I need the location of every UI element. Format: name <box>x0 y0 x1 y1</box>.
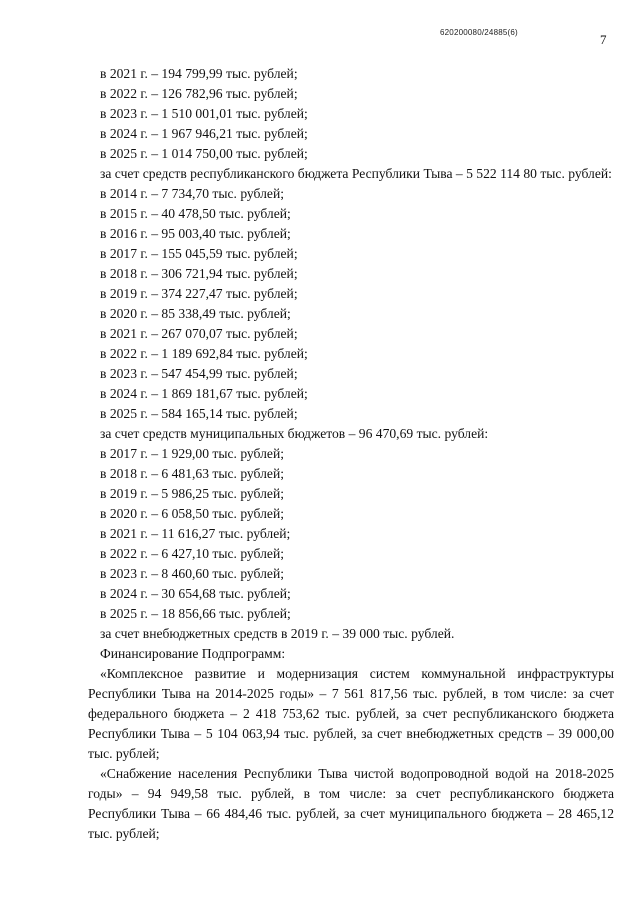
republic-year-2024: в 2024 г. – 1 869 181,67 тыс. рублей; <box>100 386 308 401</box>
financing-heading: Финансирование Подпрограмм: <box>100 646 286 661</box>
republic-year-2014: в 2014 г. – 7 734,70 тыс. рублей; <box>100 186 284 201</box>
municipal-year-2025: в 2025 г. – 18 856,66 тыс. рублей; <box>100 606 291 621</box>
municipal-year-2021: в 2021 г. – 11 616,27 тыс. рублей; <box>100 526 291 541</box>
republic-year-2015: в 2015 г. – 40 478,50 тыс. рублей; <box>100 206 291 221</box>
federal-year-2025: в 2025 г. – 1 014 750,00 тыс. рублей; <box>100 146 308 161</box>
republic-year-2022: в 2022 г. – 1 189 692,84 тыс. рублей; <box>100 346 308 361</box>
subprogram-2-paragraph: «Снабжение населения Республики Тыва чистой водопроводной водой на 2018-2025 годы» – 94 949,58 тыс. рублей, в том числе: за счет республиканского бюджета Республики Тыва – 66 484,46 тыс. рублей, за счет муниципального бюджета – 28 465,12 тыс. рублей; <box>88 766 614 841</box>
republic-year-2019: в 2019 г. – 374 227,47 тыс. рублей; <box>100 286 298 301</box>
subprogram-1-paragraph: «Комплексное развитие и модернизация систем коммунальной инфраструктуры Республики Тыва на 2014-2025 годы» – 7 561 817,56 тыс. рублей, в том числе: за счет федерального бюджета – 2 418 753,62 тыс. рублей, за счет республиканского бюджета Республики Тыва – 5 104 063,94 тыс. рублей, за счет внебюджетных средств – 39 000,00 тыс. рублей; <box>88 666 614 761</box>
republic-year-2025: в 2025 г. – 584 165,14 тыс. рублей; <box>100 406 298 421</box>
federal-year-2024: в 2024 г. – 1 967 946,21 тыс. рублей; <box>100 126 308 141</box>
republic-year-2020: в 2020 г. – 85 338,49 тыс. рублей; <box>100 306 291 321</box>
document-id: 620200080/24885(6) <box>440 28 518 37</box>
municipal-year-2017: в 2017 г. – 1 929,00 тыс. рублей; <box>100 446 284 461</box>
municipal-year-2020: в 2020 г. – 6 058,50 тыс. рублей; <box>100 506 284 521</box>
municipal-year-2019: в 2019 г. – 5 986,25 тыс. рублей; <box>100 486 284 501</box>
federal-year-2022: в 2022 г. – 126 782,96 тыс. рублей; <box>100 86 298 101</box>
municipal-year-2024: в 2024 г. – 30 654,68 тыс. рублей; <box>100 586 291 601</box>
municipal-year-2018: в 2018 г. – 6 481,63 тыс. рублей; <box>100 466 284 481</box>
republic-year-2018: в 2018 г. – 306 721,94 тыс. рублей; <box>100 266 298 281</box>
municipal-year-2022: в 2022 г. – 6 427,10 тыс. рублей; <box>100 546 284 561</box>
extrabudget-paragraph: за счет внебюджетных средств в 2019 г. – 39 000 тыс. рублей. <box>100 626 455 641</box>
federal-year-2021: в 2021 г. – 194 799,99 тыс. рублей; <box>100 66 298 81</box>
republic-year-2021: в 2021 г. – 267 070,07 тыс. рублей; <box>100 326 298 341</box>
republic-year-2016: в 2016 г. – 95 003,40 тыс. рублей; <box>100 226 291 241</box>
republic-year-2023: в 2023 г. – 547 454,99 тыс. рублей; <box>100 366 298 381</box>
municipal-budget-paragraph: за счет средств муниципальных бюджетов – 96 470,69 тыс. рублей: <box>100 426 489 441</box>
republic-year-2017: в 2017 г. – 155 045,59 тыс. рублей; <box>100 246 298 261</box>
municipal-year-2023: в 2023 г. – 8 460,60 тыс. рублей; <box>100 566 284 581</box>
page-number: 7 <box>600 32 607 47</box>
document-body <box>88 64 614 844</box>
republic-budget-paragraph: за счет средств республиканского бюджета Республики Тыва – 5 522 114 80 тыс. рублей: <box>100 166 612 181</box>
federal-year-2023: в 2023 г. – 1 510 001,01 тыс. рублей; <box>100 106 308 121</box>
